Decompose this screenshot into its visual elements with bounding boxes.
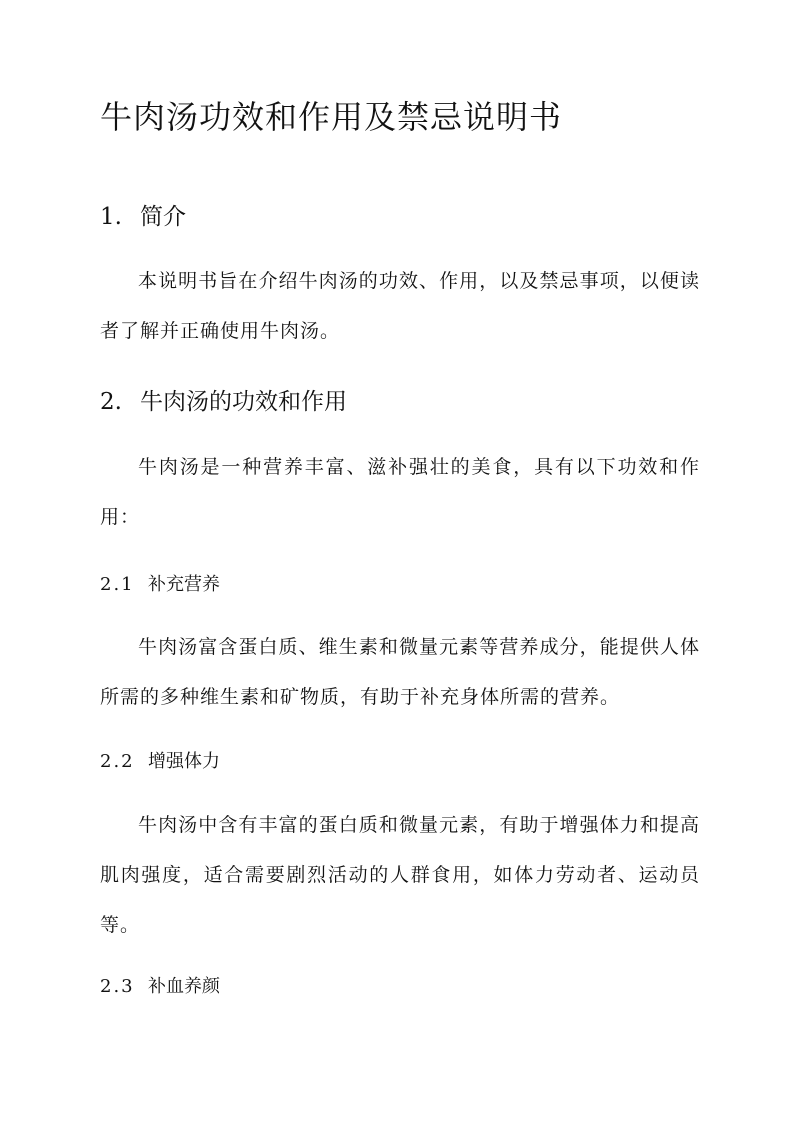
subsection-number: 2.3 bbox=[100, 976, 135, 997]
section-number: 2. bbox=[100, 389, 122, 415]
document-title: 牛肉汤功效和作用及禁忌说明书 bbox=[100, 98, 563, 136]
benefits-intro-paragraph: 牛肉汤是一种营养丰富、滋补强壮的美食，具有以下功效和作用： bbox=[100, 456, 700, 528]
section-title: 简介 bbox=[140, 204, 186, 230]
subsection-heading-blood bbox=[100, 972, 220, 998]
nutrition-paragraph: 牛肉汤富含蛋白质、维生素和微量元素等营养成分，能提供人体所需的多种维生素和矿物质，有助于补充身体所需的营养。 bbox=[100, 636, 700, 708]
section-number: 1. bbox=[100, 204, 122, 230]
subsection-heading-nutrition bbox=[100, 570, 220, 596]
section-heading-benefits bbox=[100, 383, 347, 416]
section-heading-intro bbox=[100, 198, 186, 231]
subsection-title: 补充营养 bbox=[148, 574, 220, 595]
strength-paragraph: 牛肉汤中含有丰富的蛋白质和微量元素，有助于增强体力和提高肌肉强度，适合需要剧烈活动的人群食用，如体力劳动者、运动员等。 bbox=[100, 814, 700, 936]
subsection-number: 2.1 bbox=[100, 574, 135, 595]
subsection-title: 补血养颜 bbox=[148, 976, 220, 997]
subsection-title: 增强体力 bbox=[148, 751, 220, 772]
subsection-heading-strength bbox=[100, 747, 220, 773]
section-title: 牛肉汤的功效和作用 bbox=[140, 389, 347, 415]
intro-paragraph: 本说明书旨在介绍牛肉汤的功效、作用，以及禁忌事项，以便读者了解并正确使用牛肉汤。 bbox=[100, 270, 700, 342]
subsection-number: 2.2 bbox=[100, 751, 135, 772]
